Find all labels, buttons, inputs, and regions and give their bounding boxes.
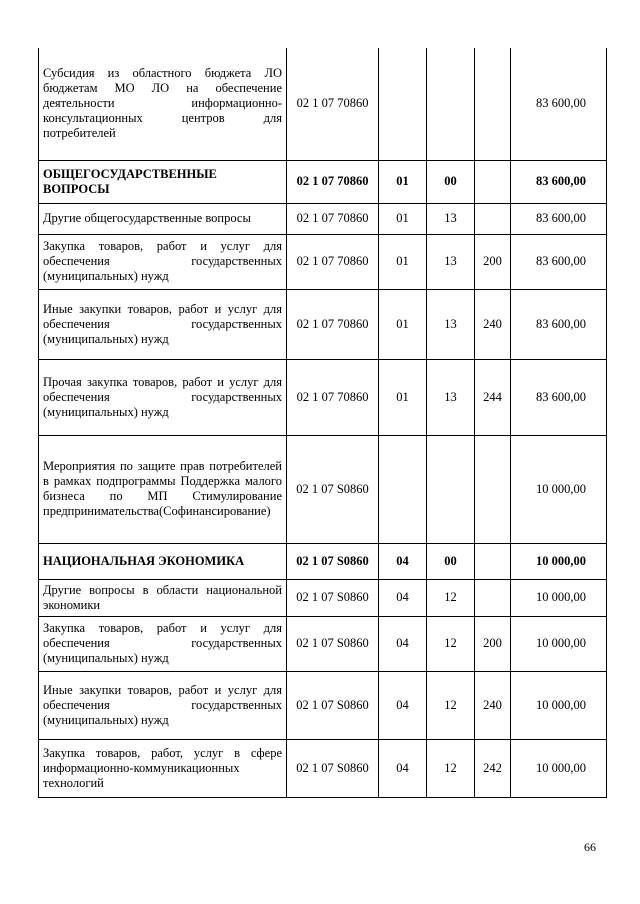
row-section: 04: [379, 671, 427, 739]
table-row: [39, 160, 607, 203]
row-subsection: 12: [427, 739, 475, 797]
row-subsection: [427, 48, 475, 160]
row-target-code: 02 1 07 70860: [287, 234, 379, 289]
row-target-code: 02 1 07 70860: [287, 289, 379, 359]
row-expense-type: [475, 435, 511, 543]
row-expense-type: [475, 543, 511, 579]
row-expense-type: [475, 579, 511, 616]
row-amount: 83 600,00: [511, 289, 607, 359]
row-expense-type: [475, 203, 511, 234]
row-section: 04: [379, 616, 427, 671]
row-section: [379, 48, 427, 160]
row-amount: 83 600,00: [511, 160, 607, 203]
row-name: ОБЩЕГОСУДАРСТВЕННЫЕ ВОПРОСЫ: [39, 160, 287, 203]
budget-table: [38, 48, 607, 798]
row-amount: 10 000,00: [511, 579, 607, 616]
row-name: Закупка товаров, работ и услуг для обеспечения государственных (муниципальных) нужд: [39, 616, 287, 671]
row-name: Закупка товаров, работ, услуг в сфере информационно-коммуникационных технологий: [39, 739, 287, 797]
row-expense-type: 200: [475, 234, 511, 289]
row-name: НАЦИОНАЛЬНАЯ ЭКОНОМИКА: [39, 543, 287, 579]
row-name: Другие вопросы в области национальной экономики: [39, 579, 287, 616]
table-row: [39, 739, 607, 797]
row-target-code: 02 1 07 S0860: [287, 543, 379, 579]
row-target-code: 02 1 07 S0860: [287, 579, 379, 616]
row-section: 04: [379, 543, 427, 579]
row-target-code: 02 1 07 S0860: [287, 739, 379, 797]
table-row: [39, 543, 607, 579]
row-name: Мероприятия по защите прав потребителей в рамках подпрограммы Поддержка малого бизнеса по МП Стимулирование предпринимательства(Софинансирование): [39, 435, 287, 543]
row-amount: 10 000,00: [511, 671, 607, 739]
row-subsection: 00: [427, 160, 475, 203]
table-row: [39, 359, 607, 435]
table-row: [39, 579, 607, 616]
row-section: 04: [379, 579, 427, 616]
row-expense-type: 200: [475, 616, 511, 671]
row-amount: 83 600,00: [511, 234, 607, 289]
row-target-code: 02 1 07 70860: [287, 48, 379, 160]
table-row: [39, 289, 607, 359]
row-expense-type: [475, 160, 511, 203]
row-subsection: 13: [427, 203, 475, 234]
row-section: 01: [379, 289, 427, 359]
table-row: [39, 203, 607, 234]
row-expense-type: [475, 48, 511, 160]
row-target-code: 02 1 07 S0860: [287, 671, 379, 739]
row-target-code: 02 1 07 S0860: [287, 435, 379, 543]
row-section: [379, 435, 427, 543]
table-row: [39, 48, 607, 160]
row-subsection: 13: [427, 359, 475, 435]
row-subsection: 13: [427, 289, 475, 359]
page-number: 66: [584, 840, 596, 854]
table-row: [39, 234, 607, 289]
row-subsection: 12: [427, 671, 475, 739]
row-target-code: 02 1 07 70860: [287, 160, 379, 203]
row-expense-type: 240: [475, 671, 511, 739]
row-section: 04: [379, 739, 427, 797]
row-amount: 10 000,00: [511, 543, 607, 579]
row-name: Закупка товаров, работ и услуг для обеспечения государственных (муниципальных) нужд: [39, 234, 287, 289]
row-amount: 10 000,00: [511, 616, 607, 671]
row-section: 01: [379, 359, 427, 435]
row-name: Субсидия из областного бюджета ЛО бюджетам МО ЛО на обеспечение деятельности информационно-консультационных центров для потребителей: [39, 48, 287, 160]
table-row: [39, 616, 607, 671]
row-amount: 10 000,00: [511, 739, 607, 797]
row-subsection: 13: [427, 234, 475, 289]
row-name: Иные закупки товаров, работ и услуг для обеспечения государственных (муниципальных) нужд: [39, 289, 287, 359]
row-expense-type: 242: [475, 739, 511, 797]
row-subsection: [427, 435, 475, 543]
row-expense-type: 244: [475, 359, 511, 435]
row-amount: 83 600,00: [511, 48, 607, 160]
table-row: [39, 671, 607, 739]
row-section: 01: [379, 234, 427, 289]
row-target-code: 02 1 07 70860: [287, 359, 379, 435]
row-expense-type: 240: [475, 289, 511, 359]
row-amount: 10 000,00: [511, 435, 607, 543]
table-row: [39, 435, 607, 543]
row-name: Другие общегосударственные вопросы: [39, 203, 287, 234]
row-subsection: 12: [427, 579, 475, 616]
row-target-code: 02 1 07 70860: [287, 203, 379, 234]
row-amount: 83 600,00: [511, 203, 607, 234]
row-subsection: 00: [427, 543, 475, 579]
row-target-code: 02 1 07 S0860: [287, 616, 379, 671]
row-name: Прочая закупка товаров, работ и услуг для обеспечения государственных (муниципальных) нужд: [39, 359, 287, 435]
row-subsection: 12: [427, 616, 475, 671]
row-section: 01: [379, 160, 427, 203]
row-name: Иные закупки товаров, работ и услуг для обеспечения государственных (муниципальных) нужд: [39, 671, 287, 739]
row-section: 01: [379, 203, 427, 234]
row-amount: 83 600,00: [511, 359, 607, 435]
